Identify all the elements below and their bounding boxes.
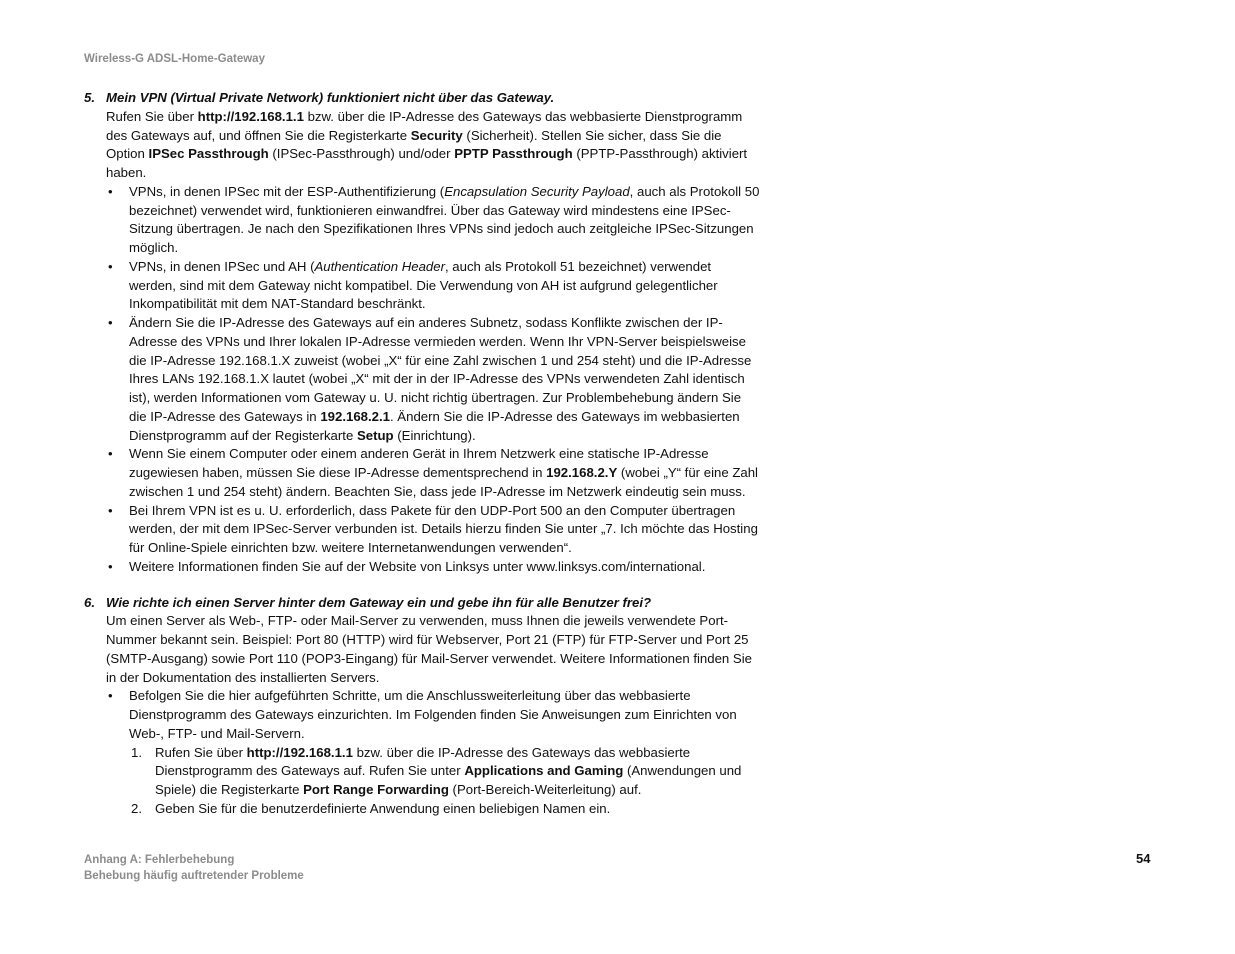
numbered-steps [129,744,760,819]
ip-address-text: 192.168.2.Y [546,465,618,480]
tab-name-security: Security [410,127,463,143]
question-text: Mein VPN (Virtual Private Network) funktioniert nicht über das Gateway. [106,90,555,105]
footer-chapter: Anhang A: Fehlerbehebung [84,854,235,866]
faq-section-5 [84,89,760,577]
list-item: • VPNs, in denen IPSec mit der ESP-Authentifizierung (Encapsulation Security Payload, auch als Protokoll 50 bezeichnet) verwendet wird, funktionieren einwandfrei. Über das Gateway wird mindestens eine IPSec-Sitzung übertragen. Je nach den Spezifikationen Ihres VPNs sind jedoch auch zeitgleiche IPSec-Sitzungen möglich. [106,183,760,258]
bullet-list [106,687,760,818]
running-header: Wireless-G ADSL-Home-Gateway [84,53,265,65]
url-text: http://192.168.1.1 [197,108,304,124]
answer-paragraph: Um einen Server als Web-, FTP- oder Mail-Server zu verwenden, muss Ihnen die jeweils verwendete Port-Nummer bekannt sein. Beispiel: Port 80 (HTTP) wird für Webserver, Port 21 (FTP) für FTP-Server und Port 25 (SMTP-Ausgang) sowie Port 110 (POP3-Eingang) für Mail-Server verwendet. Weitere Informationen finden Sie in der Dokumentation des installierten Servers. [106,613,752,685]
step-item: 2. Geben Sie für die benutzerdefinierte Anwendung einen beliebigen Namen ein. [129,800,760,819]
step-number: 2. [131,800,142,816]
menu-applications-and-gaming: Applications and Gaming [464,763,624,779]
faq-question-heading [84,594,760,613]
faq-question-heading [84,89,760,108]
page-number: 54 [1136,851,1151,866]
list-item: • Wenn Sie einem Computer oder einem anderen Gerät in Ihrem Netzwerk eine statische IP-Adresse zugewiesen haben, müssen Sie diese IP-Adresse dementsprechend in 192.168.2.Y (wobei „Y“ für eine Zahl zwischen 1 und 254 steht) ändern. Beachten Sie, dass jede IP-Adresse im Netzwerk eindeutig sein muss. [106,445,760,501]
footer-section: Behebung häufig auftretender Probleme [84,870,304,882]
main-content [84,89,760,819]
question-number: 6. [84,594,95,610]
list-item: • Ändern Sie die IP-Adresse des Gateways auf ein anderes Subnetz, sodass Konflikte zwischen der IP-Adresse des VPNs und Ihrer lokalen IP-Adresse vermieden werden. Wenn Ihr VPN-Server beispielsweise die IP-Adresse 192.168.1.X zuweist (wobei „X“ für eine Zahl zwischen 1 und 254 steht) und die IP-Adresse Ihres LANs 192.168.1.X lautet (wobei „X“ mit der in der IP-Adresse des VPNs verwendeten Zahl identisch ist), werden Informationen vom Gateway u. U. nicht richtig übertragen. Zur Problembehebung ändern Sie die IP-Adresse des Gateways in 192.168.2.1. Ändern Sie die IP-Adresse des Gateways im webbasierten Dienstprogramm auf der Registerkarte Setup (Einrichtung). [106,314,760,445]
italic-term: Authentication Header [314,258,445,274]
footer [84,852,304,884]
ip-address-text: 192.168.2.1 [320,408,390,424]
option-ipsec-passthrough: IPSec Passthrough [148,146,269,162]
question-text: Wie richte ich einen Server hinter dem Gateway ein und gebe ihn für alle Benutzer frei? [106,594,652,610]
list-item: • Bei Ihrem VPN ist es u. U. erforderlich, dass Pakete für den UDP-Port 500 an den Computer übertragen werden, der mit dem IPSec-Server verbunden ist. Details hierzu finden Sie unter „7. Ich möchte das Hosting für Online-Spiele einrichten bzw. weitere Internetanwendungen verwenden“. [106,502,760,558]
step-item: 1. Rufen Sie über http://192.168.1.1 bzw. über die IP-Adresse des Gateways das webbasierte Dienstprogramm des Gateways auf. Rufen Sie unter Applications and Gaming (Anwendungen und Spiele) die Registerkarte Port Range Forwarding (Port-Bereich-Weiterleitung) auf. [131,744,742,797]
list-item: • Befolgen Sie die hier aufgeführten Schritte, um die Anschlussweiterleitung über das webbasierte Dienstprogramm des Gateways einzurichten. Im Folgenden finden Sie Anweisungen zum Einrichten von Web-, FTP- und Mail-Servern. 1. Rufen Sie über http://192.168.1.1 bzw. über die IP-Adresse des Gateways das webbasierte Dienstprogramm des Gateways auf. Rufen Sie unter Applications and Gaming (Anwendungen und Spiele) die Registerkarte Port Range Forwarding (Port-Bereich-Weiterleitung) auf. 2. Geben Sie für die benutzerdefinierte Anwendung einen beliebigen Namen ein. [106,687,760,818]
list-item: • Weitere Informationen finden Sie auf der Website von Linksys unter www.linksys.com/international. [106,558,760,577]
option-pptp-passthrough: PPTP Passthrough [454,146,573,162]
list-item: • VPNs, in denen IPSec und AH (Authentication Header, auch als Protokoll 51 bezeichnet) verwendet werden, sind mit dem Gateway nicht kompatibel. Die Verwendung von AH ist aufgrund gelegentlicher Inkompatibilität mit dem NAT-Standard beschränkt. [106,258,760,314]
url-text: http://192.168.1.1 [246,744,353,760]
answer-paragraph: Rufen Sie über http://192.168.1.1 bzw. über die IP-Adresse des Gateways das webbasierte Dienstprogramm des Gateways auf, und öffnen Sie die Registerkarte Security (Sicherheit). Stellen Sie sicher, dass Sie die Option IPSec Passthrough (IPSec-Passthrough) und/oder PPTP Passthrough (PPTP-Passthrough) aktiviert haben. [106,108,748,180]
tab-name-port-range-forwarding: Port Range Forwarding [303,782,449,797]
italic-term: Encapsulation Security Payload [444,183,630,199]
faq-section-6 [84,594,760,819]
bullet-list [106,183,760,577]
step-number: 1. [131,744,142,760]
question-number: 5. [84,90,95,105]
tab-name-setup: Setup [356,427,394,443]
